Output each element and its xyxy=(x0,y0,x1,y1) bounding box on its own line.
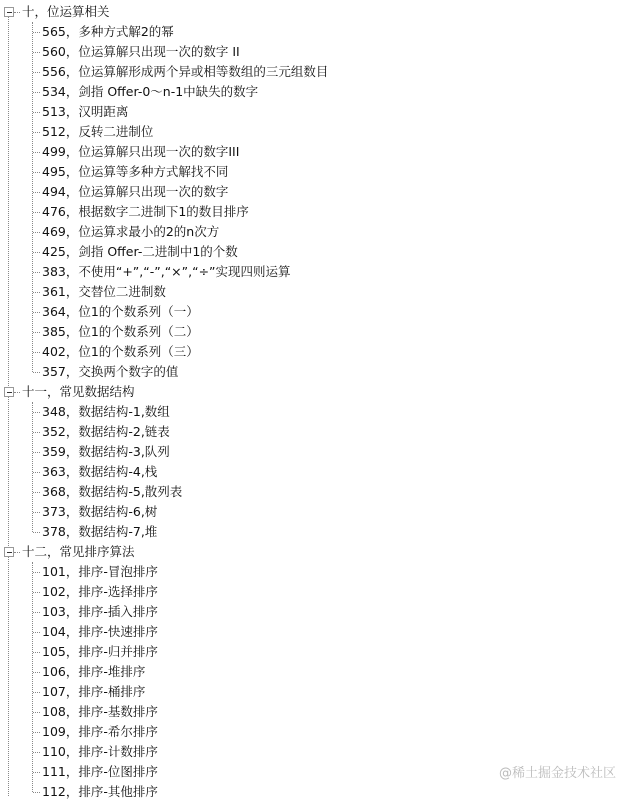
tree-connector xyxy=(33,692,40,693)
tree-connector xyxy=(33,732,40,733)
tree-connector xyxy=(33,212,40,213)
tree-connector xyxy=(33,132,40,133)
tree-node-item[interactable] xyxy=(0,222,328,242)
item-label: 383，不使用“+”,“-”,“×”,“÷”实现四则运算 xyxy=(42,264,291,279)
item-label: 111，排序-位图排序 xyxy=(42,764,158,779)
item-label: 378，数据结构-7,堆 xyxy=(42,524,158,539)
item-label: 104，排序-快速排序 xyxy=(42,624,158,639)
tree-node-item[interactable] xyxy=(0,22,328,42)
item-label: 494，位运算解只出现一次的数字 xyxy=(42,184,229,199)
tree-node-item[interactable] xyxy=(0,762,328,782)
tree-connector xyxy=(33,452,40,453)
tree-connector xyxy=(33,172,40,173)
item-label: 105，排序-归并排序 xyxy=(42,644,158,659)
tree-group xyxy=(0,382,328,542)
tree-node-item[interactable] xyxy=(0,82,328,102)
tree-node-item[interactable] xyxy=(0,162,328,182)
tree-connector xyxy=(33,612,40,613)
item-label: 112，排序-其他排序 xyxy=(42,784,158,799)
tree-node-item[interactable] xyxy=(0,722,328,742)
tree-connector xyxy=(33,752,40,753)
tree-connector xyxy=(33,32,40,33)
group-title: 十一，常见数据结构 xyxy=(22,384,135,399)
item-label: 513，汉明距离 xyxy=(42,104,129,119)
item-label: 565，多种方式解2的幂 xyxy=(42,24,174,39)
tree-node-item[interactable] xyxy=(0,142,328,162)
tree-view xyxy=(0,2,328,802)
collapse-icon[interactable] xyxy=(4,7,14,17)
item-label: 495，位运算等多种方式解找不同 xyxy=(42,164,229,179)
tree-connector xyxy=(33,712,40,713)
tree-connector xyxy=(33,492,40,493)
item-label: 476，根据数字二进制下1的数目排序 xyxy=(42,204,249,219)
tree-connector xyxy=(33,512,40,513)
item-label: 512，反转二进制位 xyxy=(42,124,154,139)
tree-connector xyxy=(33,272,40,273)
item-label: 556，位运算解形成两个异或相等数组的三元组数目 xyxy=(42,64,329,79)
tree-connector xyxy=(33,52,40,53)
item-label: 385，位1的个数系列（二） xyxy=(42,324,199,339)
item-label: 359，数据结构-3,队列 xyxy=(42,444,170,459)
tree-node-item[interactable] xyxy=(0,262,328,282)
item-label: 402，位1的个数系列（三） xyxy=(42,344,199,359)
item-label: 109，排序-希尔排序 xyxy=(42,724,158,739)
tree-node-item[interactable] xyxy=(0,522,328,542)
watermark: @稀土掘金技术社区 xyxy=(498,766,616,781)
tree-node-item[interactable] xyxy=(0,422,328,442)
tree-node-item[interactable] xyxy=(0,282,328,302)
tree-node-item[interactable] xyxy=(0,622,328,642)
tree-connector xyxy=(33,632,40,633)
tree-connector xyxy=(33,232,40,233)
item-label: 364，位1的个数系列（一） xyxy=(42,304,199,319)
tree-group xyxy=(0,2,328,382)
tree-connector xyxy=(33,72,40,73)
tree-connector xyxy=(33,92,40,93)
group-title: 十，位运算相关 xyxy=(22,4,110,19)
tree-connector xyxy=(33,592,40,593)
item-label: 469，位运算求最小的2的n次方 xyxy=(42,224,220,239)
tree-connector xyxy=(33,432,40,433)
tree-connector xyxy=(33,412,40,413)
item-label: 363，数据结构-4,栈 xyxy=(42,464,158,479)
item-label: 357，交换两个数字的值 xyxy=(42,364,179,379)
tree-connector xyxy=(14,12,20,13)
item-label: 101，排序-冒泡排序 xyxy=(42,564,158,579)
tree-node-item[interactable] xyxy=(0,562,328,582)
item-label: 361，交替位二进制数 xyxy=(42,284,166,299)
tree-connector xyxy=(33,372,40,373)
tree-node-item[interactable] xyxy=(0,442,328,462)
tree-node-item[interactable] xyxy=(0,362,328,382)
tree-node-item[interactable] xyxy=(0,62,328,82)
tree-node-item[interactable] xyxy=(0,322,328,342)
item-label: 425，剑指 Offer-二进制中1的个数 xyxy=(42,244,238,259)
tree-connector xyxy=(33,532,40,533)
tree-node-item[interactable] xyxy=(0,42,328,62)
tree-connector xyxy=(33,252,40,253)
item-label: 499，位运算解只出现一次的数字III xyxy=(42,144,240,159)
item-label: 352，数据结构-2,链表 xyxy=(42,424,170,439)
tree-node-item[interactable] xyxy=(0,502,328,522)
tree-connector xyxy=(33,472,40,473)
tree-node-group[interactable] xyxy=(0,382,328,402)
tree-connector xyxy=(33,672,40,673)
tree-node-item[interactable] xyxy=(0,662,328,682)
item-label: 560，位运算解只出现一次的数字 II xyxy=(42,44,240,59)
collapse-icon[interactable] xyxy=(4,547,14,557)
tree-connector xyxy=(33,332,40,333)
item-label: 106，排序-堆排序 xyxy=(42,664,146,679)
item-label: 103，排序-插入排序 xyxy=(42,604,158,619)
tree-connector xyxy=(33,352,40,353)
item-label: 373，数据结构-6,树 xyxy=(42,504,158,519)
tree-node-item[interactable] xyxy=(0,202,328,222)
tree-node-item[interactable] xyxy=(0,342,328,362)
tree-node-item[interactable] xyxy=(0,602,328,622)
tree-connector xyxy=(33,312,40,313)
tree-node-group[interactable] xyxy=(0,2,328,22)
tree-node-item[interactable] xyxy=(0,742,328,762)
tree-connector xyxy=(33,112,40,113)
tree-node-item[interactable] xyxy=(0,462,328,482)
item-label: 368，数据结构-5,散列表 xyxy=(42,484,183,499)
tree-connector xyxy=(33,292,40,293)
group-title: 十二，常见排序算法 xyxy=(22,544,135,559)
collapse-icon[interactable] xyxy=(4,387,14,397)
tree-group xyxy=(0,542,328,802)
tree-node-item[interactable] xyxy=(0,642,328,662)
item-label: 534，剑指 Offer-0～n-1中缺失的数字 xyxy=(42,84,259,99)
tree-connector xyxy=(14,552,20,553)
tree-node-item[interactable] xyxy=(0,702,328,722)
tree-node-item[interactable] xyxy=(0,482,328,502)
tree-connector xyxy=(14,392,20,393)
tree-node-item[interactable] xyxy=(0,182,328,202)
tree-node-item[interactable] xyxy=(0,102,328,122)
item-label: 107，排序-桶排序 xyxy=(42,684,146,699)
item-label: 102，排序-选择排序 xyxy=(42,584,158,599)
tree-node-item[interactable] xyxy=(0,122,328,142)
tree-connector xyxy=(33,652,40,653)
tree-node-item[interactable] xyxy=(0,682,328,702)
tree-node-item[interactable] xyxy=(0,582,328,602)
tree-node-item[interactable] xyxy=(0,402,328,422)
item-label: 348，数据结构-1,数组 xyxy=(42,404,170,419)
tree-connector xyxy=(33,792,40,793)
tree-connector xyxy=(33,192,40,193)
tree-connector xyxy=(33,772,40,773)
tree-connector xyxy=(33,572,40,573)
tree-connector xyxy=(33,152,40,153)
tree-node-item[interactable] xyxy=(0,302,328,322)
tree-node-group[interactable] xyxy=(0,542,328,562)
tree-node-item[interactable] xyxy=(0,242,328,262)
item-label: 110，排序-计数排序 xyxy=(42,744,158,759)
tree-node-item[interactable] xyxy=(0,782,328,802)
item-label: 108，排序-基数排序 xyxy=(42,704,158,719)
